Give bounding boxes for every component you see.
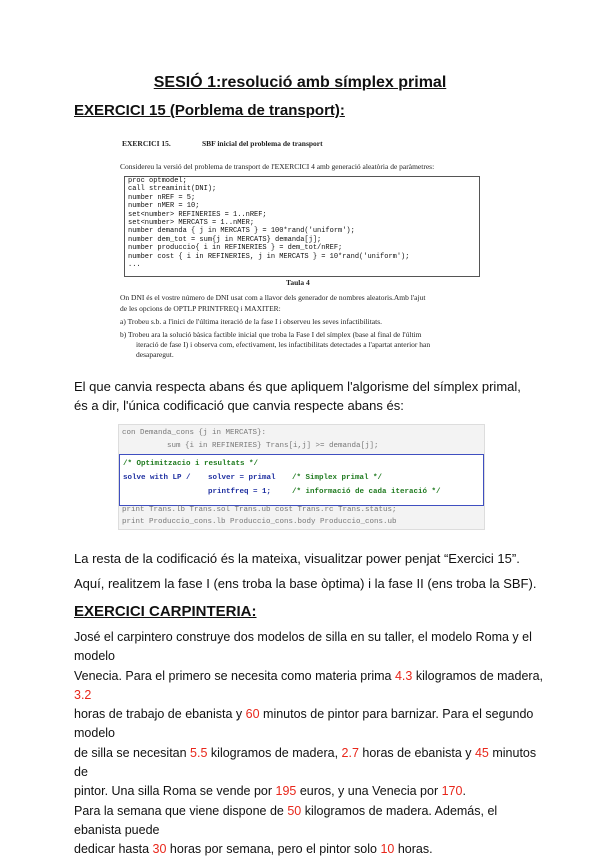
code-line: solver = primal xyxy=(208,474,276,482)
note-line: On DNI és el vostre número de DNI usat com a llavor dels generador de nombres aleatoris.Amb l'ajut xyxy=(120,293,426,302)
item-b-cont: desaparegut. xyxy=(136,350,174,359)
value-paint-roma: 60 xyxy=(245,707,260,722)
item-b-cont: iteració de fase I) i observa com, efectivament, les infactibilitats detectades a l'apartat anterior han xyxy=(136,340,431,349)
text-line: de silla se necesitan 5.5 kilogramos de madera, 2.7 horas de ebanista y 45 minutos de xyxy=(74,745,537,780)
paragraph-change-explanation: El que canvia respecta abans és que apliquem l'algorisme del símplex primal, és a dir, l'única codificació que canvia respecte abans és: xyxy=(74,379,521,413)
code-comment: /* Simplex primal */ xyxy=(292,474,383,482)
code-line: print Trans.lb Trans.sol Trans.ub cost Trans.rc Trans.status; xyxy=(122,506,397,514)
code-comment: /* informació de cada iteració */ xyxy=(292,488,441,496)
code-block xyxy=(124,176,480,277)
table-caption: Taula 4 xyxy=(286,278,310,287)
page-title: SESIÓ 1:resolució amb símplex primal xyxy=(153,74,447,91)
code-line: solve with LP / xyxy=(123,474,191,482)
text-line: dedicar hasta 30 horas por semana, pero el pintor solo 10 horas. xyxy=(74,842,433,857)
note-line: de les opcions de OPTLP PRINTFREQ i MAXITER: xyxy=(120,304,281,313)
item-b: b) Trobeu ara la solució bàsica factible inicial que troba la Fase I del símplex (base al final de l'últim xyxy=(120,330,422,339)
code-line: number dem_tot = sum{j in MERCATS} demanda[j]; xyxy=(128,235,322,244)
highlight-frame xyxy=(119,454,484,506)
exercise-label: EXERCICI 15. xyxy=(122,139,171,148)
code-line: set<number> MERCATS = 1..nMER; xyxy=(128,219,255,228)
value-paint-venecia: 45 xyxy=(474,745,489,760)
heading-carpinteria: EXERCICI CARPINTERIA: xyxy=(74,603,257,620)
value-pintor-hours: 10 xyxy=(380,842,395,857)
code-line: sum {i in REFINERIES} Trans[i,j] >= demanda[j]; xyxy=(167,442,379,450)
value-price-roma: 195 xyxy=(275,784,297,799)
value-hours-roma: 3.2 xyxy=(74,687,92,702)
code-line: set<number> REFINERIES = 1..nREF; xyxy=(128,210,267,219)
value-price-venecia: 170 xyxy=(441,784,463,799)
paragraph-rest: La resta de la codificació és la mateixa, visualitzar power penjat “Exercici 15”. xyxy=(74,551,520,566)
code-line: printfreq = 1; xyxy=(208,488,272,496)
paragraph-phases: Aquí, realitzem la fase I (ens troba la base òptima) i la fase II (ens troba la SBF). xyxy=(74,576,537,591)
value-hours-venecia: 2.7 xyxy=(341,745,359,760)
exercise-title: SBF inicial del problema de transport xyxy=(202,139,323,148)
value-wood-available: 50 xyxy=(287,803,302,818)
code-line: ... xyxy=(128,261,141,270)
code-line: number demanda { j in MERCATS } = 100*rand('uniform'); xyxy=(128,227,355,236)
value-ebanista-hours: 30 xyxy=(152,842,167,857)
code-line: print Produccio_cons.lb Produccio_cons.body Produccio_cons.ub xyxy=(122,518,397,526)
carpinteria-problem-text xyxy=(74,628,544,860)
code-comment: /* Optimitzacio i resultats */ xyxy=(123,460,259,468)
code-line: call streaminit(DNI); xyxy=(128,185,217,194)
text-line: José el carpintero construye dos modelos de silla en su taller, el modelo Roma y el modelo xyxy=(74,630,532,664)
text-line: horas de trabajo de ebanista y 60 minutos de pintor para barnizar. Para el segundo modelo xyxy=(74,707,534,741)
code-line: proc optmodel; xyxy=(128,177,187,185)
code-change-image xyxy=(118,424,485,530)
item-a: a) Trobeu s.b. a l'inici de l'última iteració de la fase I i observeu les seves infactibilitats. xyxy=(120,317,383,326)
text-line: Para la semana que viene dispone de 50 kilogramos de madera. Además, el ebanista puede xyxy=(74,803,498,837)
code-line: con Demanda_cons {j in MERCATS}: xyxy=(122,429,267,437)
value-wood-venecia: 5.5 xyxy=(190,745,208,760)
code-line: number cost { i in REFINERIES, j in MERCATS } = 10*rand('uniform'); xyxy=(128,252,410,261)
code-line: number nMER = 10; xyxy=(128,202,200,211)
text-line: pintor. Una silla Roma se vende por 195 euros, y una Venecia por 170. xyxy=(74,784,466,799)
exercise-intro: Considereu la versió del problema de transport de l'EXERCICI 4 amb generació aleatòria de paràmetres: xyxy=(120,162,435,171)
code-line: number produccio{ i in REFINERIES } = dem_tot/nREF; xyxy=(128,244,343,253)
heading-exercici-15: EXERCICI 15 (Porblema de transport): xyxy=(74,102,345,119)
text-line: Venecia. Para el primero se necesita como materia prima 4.3 kilogramos de madera, 3.2 xyxy=(74,668,543,702)
exercise-15-image xyxy=(120,133,480,358)
code-line: number nREF = 5; xyxy=(128,193,196,202)
value-wood-roma: 4.3 xyxy=(394,668,413,683)
